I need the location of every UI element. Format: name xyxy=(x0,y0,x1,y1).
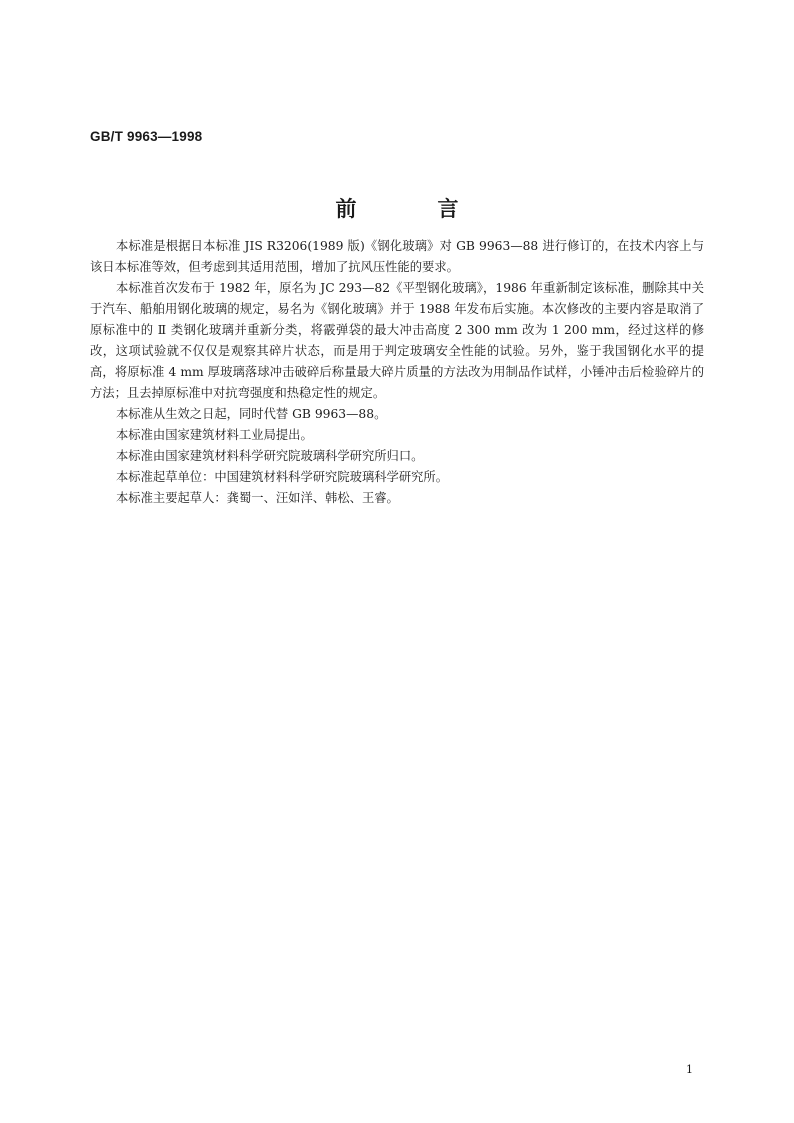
page-number: 1 xyxy=(686,1063,693,1076)
paragraph-administrator: 本标准由国家建筑材料科学研究院玻璃科学研究所归口。 xyxy=(116,449,424,463)
paragraph-history: 本标准首次发布于 1982 年，原名为 JC 293—82《平型钢化玻璃》，1986 年重新制定该标准，删除其中关于汽车、船舶用钢化玻璃的规定，易名为《钢化玻璃》并于 1988 年发布后实施。本次修改的主要内容是取消了原标准中的 Ⅱ 类钢化玻璃并重新分类，将霰弹袋的最大冲击高度 2 300 mm 改为 1 200 mm，经过这样的修改，这项试验就不仅仅是观察其碎片状态，而是用于判定玻璃安全性能的试验。另外，鉴于我国钢化水平的提高，将原标准 4 mm 厚玻璃落球冲击破碎后称量最大碎片质量的方法改为用制品作试样，小锤冲击后检验碎片的方法；且去掉原标准中对抗弯强度和热稳定性的规定。 xyxy=(90,281,704,400)
standard-code: GB/T 9963—1998 xyxy=(90,129,203,144)
paragraph-basis: 本标准是根据日本标准 JIS R3206(1989 版)《钢化玻璃》对 GB 9963—88 进行修订的，在技术内容上与该日本标准等效，但考虑到其适用范围，增加了抗风压性能的要求。 xyxy=(90,239,704,274)
paragraph-drafting-unit: 本标准起草单位：中国建筑材料科学研究院玻璃科学研究所。 xyxy=(116,470,449,484)
page-title: 前 言 xyxy=(335,197,489,221)
paragraph-proposer: 本标准由国家建筑材料工业局提出。 xyxy=(116,428,313,442)
paragraph-replacement: 本标准从生效之日起，同时代替 GB 9963—88。 xyxy=(116,407,387,421)
paragraph-drafters: 本标准主要起草人：龚蜀一、汪如洋、韩松、王睿。 xyxy=(116,491,399,505)
foreword-body xyxy=(90,236,704,509)
